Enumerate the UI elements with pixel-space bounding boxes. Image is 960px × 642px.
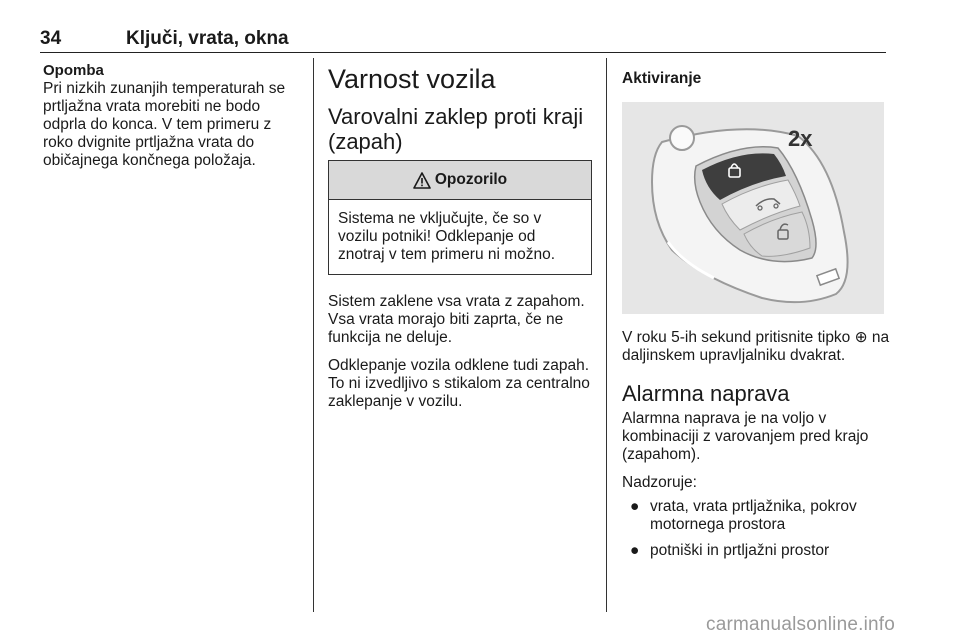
paragraph-unlock: Odklepanje vozila odklene tudi zapah. To ni izvedljivo s stikalom za centralno zaklepanje v vozilu. <box>328 357 590 410</box>
list-item: ● vrata, vrata prtljažnika, pokrov motornega prostora <box>630 498 857 533</box>
subsection-title: Varovalni zaklep proti kraji (zapah) <box>328 104 584 154</box>
warning-box <box>328 160 592 275</box>
list-item: ● potniški in prtljažni prostor <box>630 542 830 559</box>
note-text: Pri nizkih zunanjih temperaturah se prtljažna vrata morebiti ne bodo odprla do konca. V tem primeru z roko dvignite prtljažna vrata do običajnega končnega položaja. <box>43 80 286 169</box>
bullet-icon: ● <box>630 542 640 559</box>
page-header <box>40 26 886 53</box>
activation-instruction: V roku 5-ih sekund pritisnite tipko ⊕ na daljinskem upravljalniku dvakrat. <box>622 329 890 364</box>
alarm-title: Alarmna naprava <box>622 381 790 406</box>
alarm-description: Alarmna naprava je na voljo v kombinaciji z varovanjem pred krajo (zapahom). <box>622 410 869 463</box>
chapter-title: Ključi, vrata, okna <box>126 28 289 49</box>
warning-title: Opozorilo <box>434 171 508 188</box>
watermark: carmanualsonline.info <box>706 614 896 635</box>
section-title: Varnost vozila <box>328 64 496 94</box>
bullet-icon: ● <box>630 498 640 515</box>
figure-label: 2x <box>788 126 813 151</box>
warning-text: Sistema ne vključujte, če so v vozilu potniki! Odklepanje od znotraj v tem primeru ni možno. <box>338 210 556 263</box>
column-right <box>622 62 890 568</box>
note-title: Opomba <box>43 62 104 79</box>
warning-triangle-icon <box>413 172 431 189</box>
column-divider-2 <box>606 58 607 612</box>
paragraph-lock: Sistem zaklene vsa vrata z zapahom. Vsa vrata morajo biti zaprta, če ne funkcija ne deluje. <box>328 293 585 346</box>
monitors-label: Nadzoruje: <box>622 474 697 491</box>
column-left <box>43 62 299 170</box>
monitored-areas-list <box>622 498 890 560</box>
warning-header <box>329 161 591 200</box>
column-divider-1 <box>313 58 314 612</box>
column-middle <box>328 62 594 421</box>
key-fob-illustration <box>622 102 884 314</box>
activation-title: Aktiviranje <box>622 70 702 87</box>
page-number: 34 <box>40 28 62 49</box>
